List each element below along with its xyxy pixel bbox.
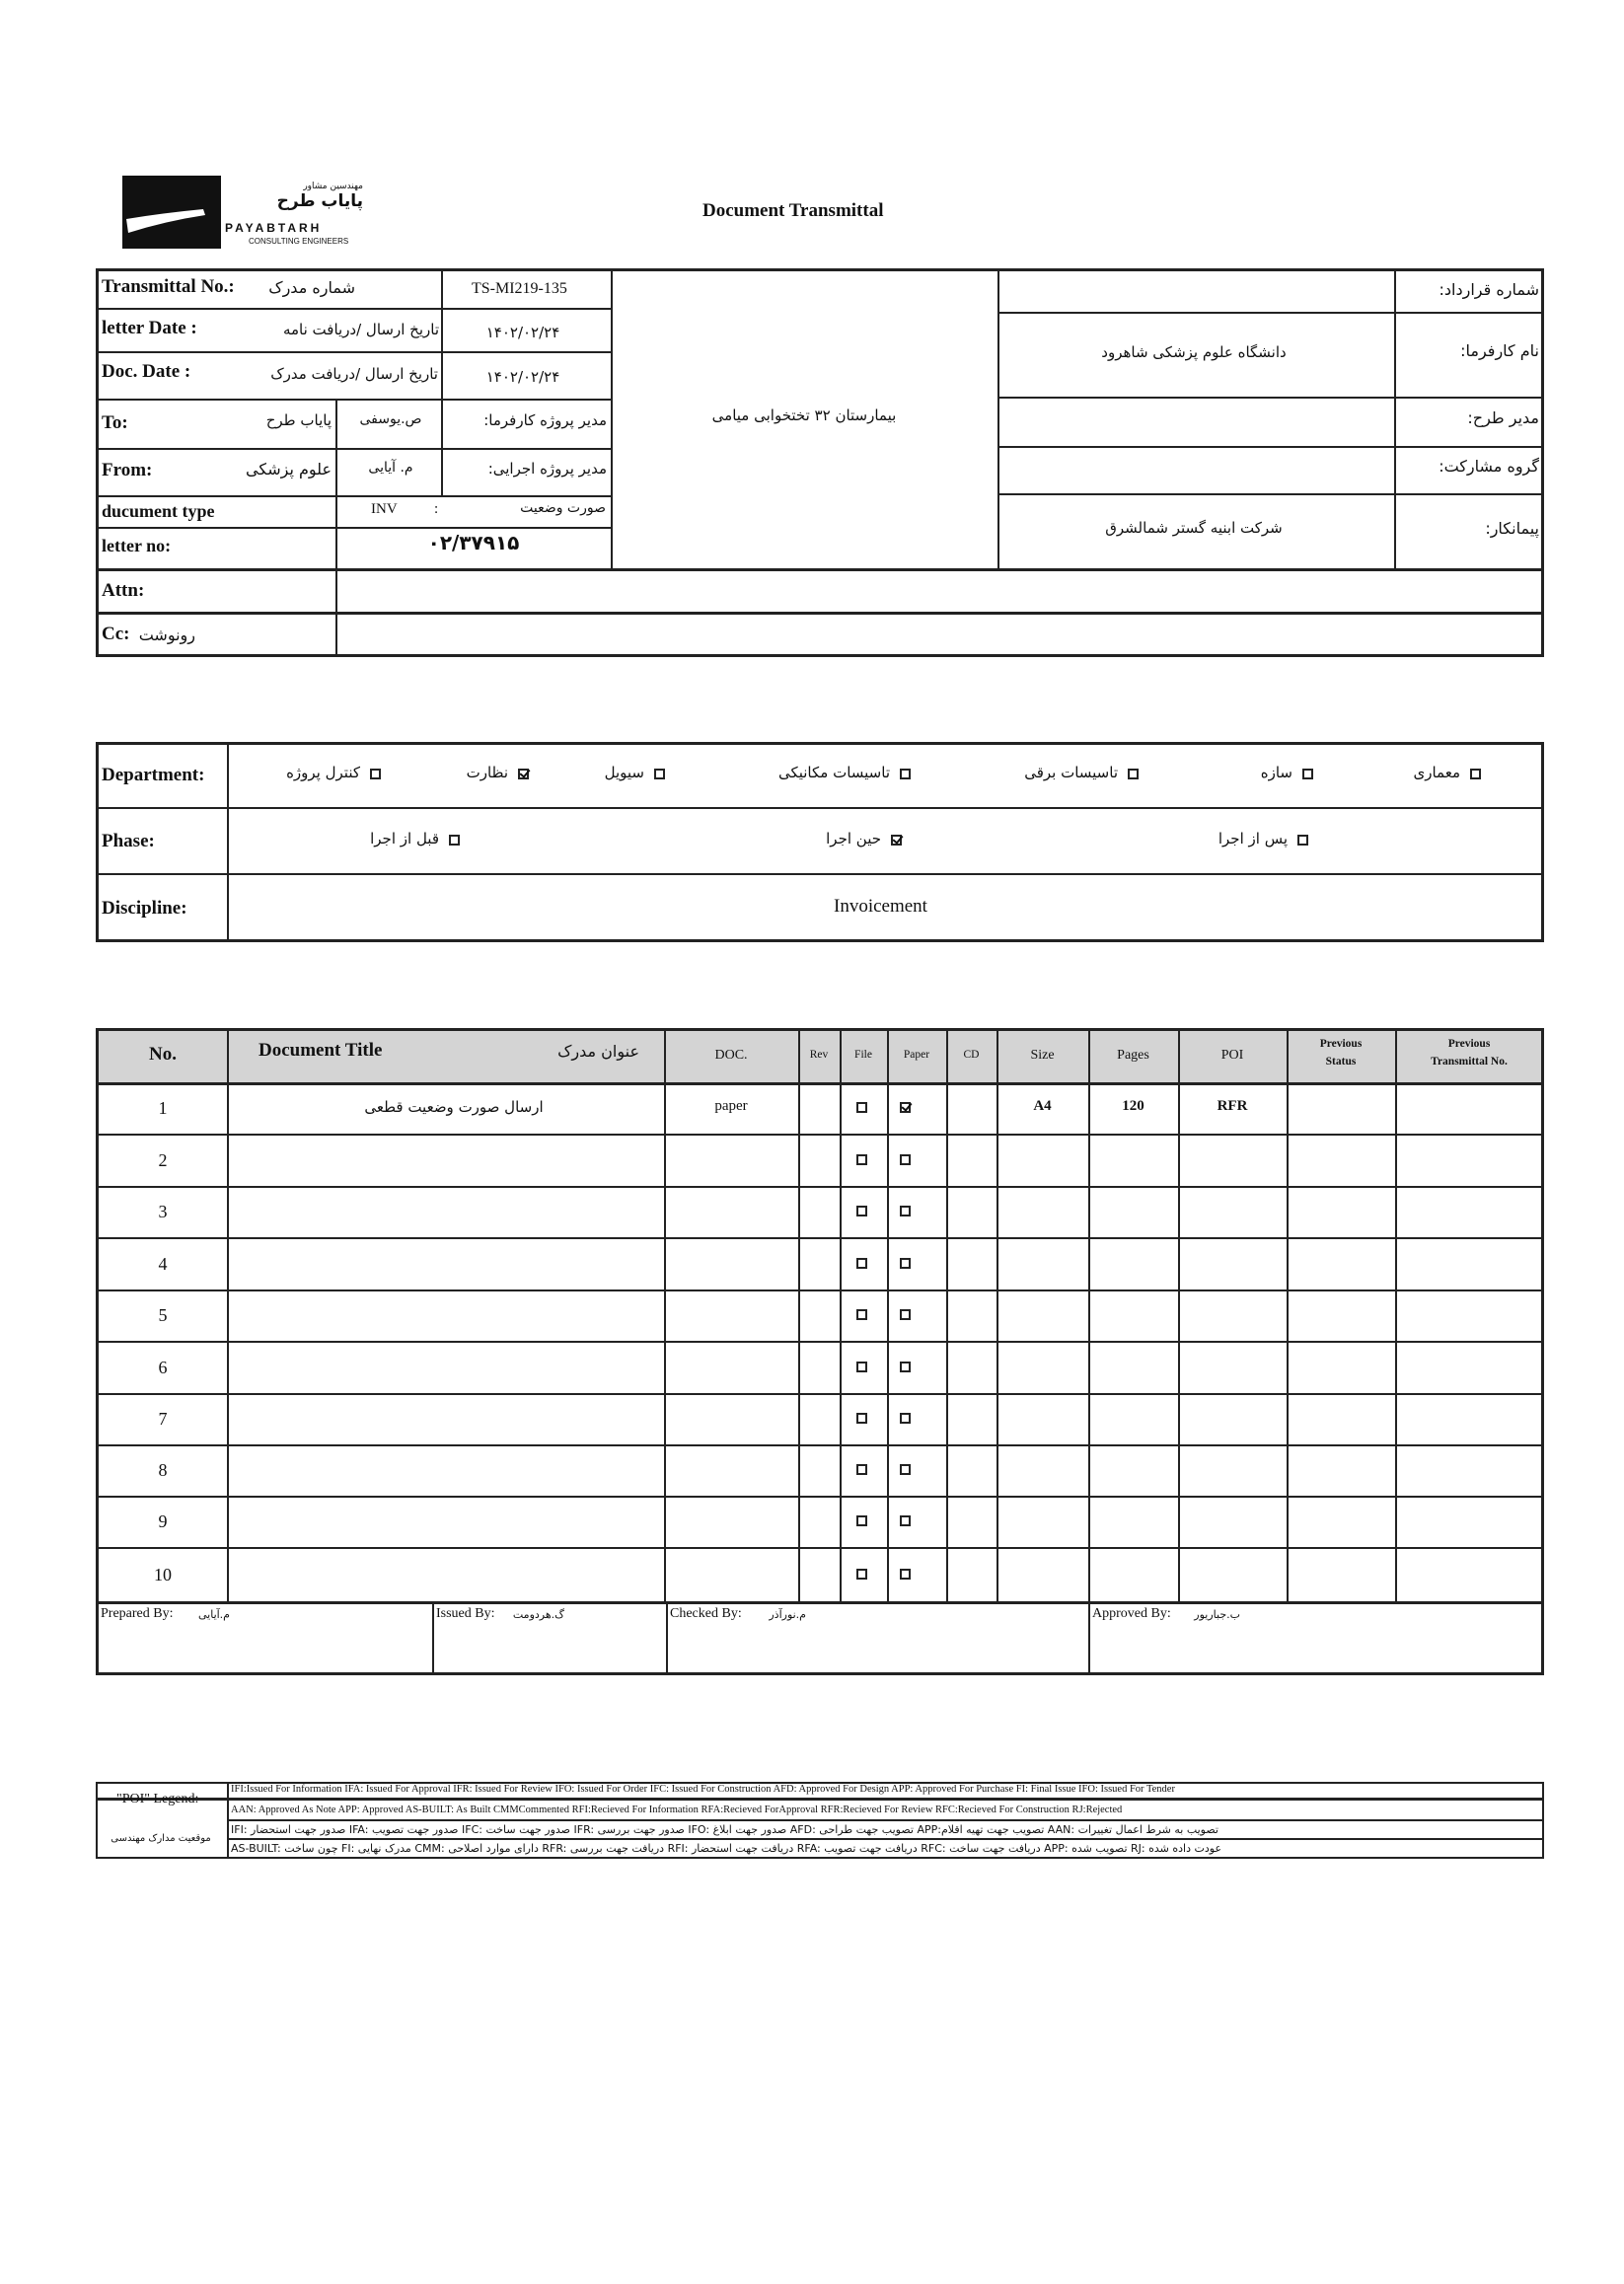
paper-checkbox[interactable] <box>900 1362 911 1372</box>
phase-option-label: پس از اجرا <box>1218 830 1288 847</box>
row-number: 3 <box>158 1202 168 1221</box>
row-title: ارسال صورت وضعیت قطعی <box>364 1098 544 1116</box>
col-paper-header: Paper <box>903 1049 930 1061</box>
page-title: Document Transmittal <box>702 200 884 221</box>
doc-type-value: صورت وضعیت <box>520 500 606 516</box>
transmittal-no-label: Transmittal No.: <box>102 276 235 297</box>
row-number: 4 <box>158 1253 168 1274</box>
row-poi: RFR <box>1217 1098 1248 1114</box>
row-number: 10 <box>154 1565 172 1584</box>
paper-checkbox[interactable] <box>900 1258 911 1269</box>
department-option-label: سازه <box>1260 764 1292 781</box>
department-checkbox[interactable] <box>370 769 381 779</box>
paper-checkbox[interactable] <box>900 1154 911 1165</box>
col-title-header-en: Document Title <box>258 1040 383 1061</box>
to-label: To: <box>102 412 128 433</box>
logo-sub-en: CONSULTING ENGINEERS <box>249 237 349 246</box>
col-prev-trans-header-1: Previous <box>1447 1038 1491 1050</box>
file-checkbox[interactable] <box>856 1464 867 1475</box>
cc-label-fa: رونوشت <box>138 626 195 644</box>
department-checkbox[interactable] <box>654 769 665 779</box>
file-checkbox[interactable] <box>856 1154 867 1165</box>
status-legend-label: موقعیت مدارک مهندسی <box>111 1833 211 1844</box>
department-checkbox[interactable] <box>900 769 911 779</box>
letter-no-value: ۰۲/۳۷۹۱۵ <box>427 531 520 554</box>
pm-exec-label: مدیر پروژه اجرایی: <box>487 460 607 478</box>
row-size: A4 <box>1033 1098 1052 1114</box>
col-pages-header: Pages <box>1117 1048 1149 1063</box>
logo-company-en: PAYABTARH <box>225 221 323 235</box>
signature-box <box>96 1602 1544 1675</box>
legend-line-2: AAN: Approved As Note APP: Approved AS-BUILT: As Built CMMCommented RFI:Recieved For Information RFA:Recieved ForApproval RFR:Recieved For Review RFC:Recieved For Construction RJ:Rejected <box>231 1805 1123 1815</box>
doc-date-value: ۱۴۰۲/۰۲/۲۴ <box>485 368 560 386</box>
pm-exec-value: م. آیایی <box>368 460 413 476</box>
row-number: 6 <box>158 1357 168 1377</box>
logo-swoosh-icon <box>122 176 221 249</box>
col-cd-header: CD <box>963 1049 980 1061</box>
phase-checkbox[interactable] <box>449 835 460 846</box>
letter-no-label: letter no: <box>102 536 172 555</box>
letter-date-label-fa: تاریخ ارسال /دریافت نامه <box>282 321 439 338</box>
col-prev-trans-header-2: Transmittal No. <box>1431 1056 1508 1068</box>
prepared-by-label: Prepared By: <box>101 1606 174 1621</box>
partnership-label: گروه مشارکت: <box>1439 457 1539 476</box>
row-number: 7 <box>158 1409 168 1429</box>
department-option-label: تاسیسات مکانیکی <box>777 764 890 781</box>
to-value: پایاب طرح <box>265 411 332 429</box>
approved-by-label: Approved By: <box>1092 1606 1171 1621</box>
logo-tagline: مهندسین مشاور <box>303 182 363 191</box>
col-prev-status-header-1: Previous <box>1319 1038 1363 1050</box>
file-checkbox[interactable] <box>856 1206 867 1216</box>
phase-option-label: قبل از اجرا <box>370 830 439 847</box>
project-name: بیمارستان ۳۲ تختخوابی میامی <box>711 406 897 424</box>
row-pages: 120 <box>1122 1098 1144 1114</box>
discipline-label: Discipline: <box>102 898 187 919</box>
col-rev-header: Rev <box>809 1049 829 1061</box>
doc-date-label: Doc. Date : <box>102 361 191 382</box>
transmittal-no-label-fa: شماره مدرک <box>268 278 355 297</box>
table-row <box>96 1186 1544 1237</box>
contractor-label: پیمانکار: <box>1485 519 1539 538</box>
poi-legend-label: "POI" Legend: <box>116 1792 199 1806</box>
col-title-header-fa: عنوان مدرک <box>557 1042 639 1061</box>
letter-date-value: ۱۴۰۲/۰۲/۲۴ <box>485 324 560 341</box>
table-row <box>96 1547 1544 1602</box>
col-prev-status-header-2: Status <box>1325 1056 1357 1068</box>
table-row <box>96 1393 1544 1444</box>
paper-checkbox[interactable] <box>900 1413 911 1424</box>
paper-checkbox[interactable] <box>900 1515 911 1526</box>
file-checkbox[interactable] <box>856 1515 867 1526</box>
table-row <box>96 1289 1544 1341</box>
file-checkbox[interactable] <box>856 1362 867 1372</box>
table-row <box>96 1134 1544 1186</box>
file-checkbox[interactable] <box>856 1413 867 1424</box>
file-checkbox[interactable] <box>856 1569 867 1580</box>
from-label: From: <box>102 460 153 480</box>
department-option-label: تاسیسات برقی <box>1024 764 1118 781</box>
issued-by-value: گ.هردومت <box>512 1608 564 1621</box>
col-file-header: File <box>854 1049 872 1061</box>
paper-checkbox[interactable] <box>900 1309 911 1320</box>
department-checkbox[interactable] <box>1470 769 1481 779</box>
department-option-label: سیویل <box>604 764 644 781</box>
company-logo <box>122 176 369 253</box>
logo-mark <box>122 176 221 249</box>
discipline-value: Invoicement <box>834 896 927 917</box>
department-option-label: معماری <box>1413 764 1460 781</box>
col-size-header: Size <box>1030 1048 1055 1063</box>
doc-type-sep: : <box>434 501 439 517</box>
department-label: Department: <box>102 765 205 785</box>
row-number: 1 <box>158 1098 168 1118</box>
file-checkbox[interactable] <box>856 1258 867 1269</box>
paper-checkbox[interactable] <box>900 1206 911 1216</box>
col-doc-header: DOC. <box>714 1048 748 1063</box>
table-row <box>96 1082 1544 1134</box>
pm-employer-value: ص.یوسفی <box>359 411 422 427</box>
department-option-label: کنترل پروژه <box>286 764 360 781</box>
table-row <box>96 1444 1544 1496</box>
col-no-header: No. <box>149 1044 177 1065</box>
col-poi-header: POI <box>1220 1048 1244 1063</box>
issued-by-label: Issued By: <box>436 1606 495 1621</box>
doc-date-label-fa: تاریخ ارسال /دریافت مدرک <box>270 365 438 383</box>
department-checkbox[interactable] <box>518 769 529 779</box>
paper-checkbox[interactable] <box>900 1464 911 1475</box>
phase-label: Phase: <box>102 831 155 851</box>
logo-company-fa: پایاب طرح <box>276 191 363 211</box>
file-checkbox[interactable] <box>856 1309 867 1320</box>
table-row <box>96 1237 1544 1289</box>
table-row <box>96 1496 1544 1547</box>
paper-checkbox[interactable] <box>900 1102 911 1113</box>
doc-type-code: INV <box>371 501 398 517</box>
pm-employer-label: مدیر پروژه کارفرما: <box>483 411 607 429</box>
table-row <box>96 1341 1544 1393</box>
department-checkbox[interactable] <box>1302 769 1313 779</box>
row-number: 9 <box>158 1511 168 1531</box>
department-checkbox[interactable] <box>1128 769 1139 779</box>
paper-checkbox[interactable] <box>900 1569 911 1580</box>
row-doc: paper <box>714 1098 748 1114</box>
letter-date-label: letter Date : <box>102 318 197 338</box>
row-number: 5 <box>158 1305 168 1325</box>
contractor-value: شرکت ابنیه گستر شمالشرق <box>1105 519 1283 537</box>
cc-label: Cc: <box>102 624 130 644</box>
file-checkbox[interactable] <box>856 1102 867 1113</box>
department-option-label: نظارت <box>466 764 508 781</box>
employer-label: نام کارفرما: <box>1460 341 1539 360</box>
prepared-by-value: م.آیایی <box>197 1608 230 1621</box>
phase-checkbox[interactable] <box>891 835 902 846</box>
row-number: 2 <box>158 1149 168 1170</box>
transmittal-no-value: TS-MI219-135 <box>472 280 567 297</box>
approved-by-value: ب.جباریور <box>1194 1608 1240 1621</box>
legend-line-1: IFI:Issued For Information IFA: Issued For Approval IFR: Issued For Review IFO: Issued For Order IFC: Issued For Construction AFD: Approved For Design APP: Approved For Purchase FI: Final Issue IFO: Issued For Tender <box>231 1784 1175 1795</box>
phase-option-label: حین اجرا <box>826 830 881 847</box>
from-value: علوم پزشکی <box>246 460 332 479</box>
contract-no-label: شماره قرارداد: <box>1439 280 1539 299</box>
design-manager-label: مدیر طرح: <box>1467 408 1539 427</box>
legend-line-4: AS-BUILT: چون ساخت FI: مدرک نهایی CMM: دارای موارد اصلاحی RFR: دریافت جهت بررسی RFI: دریافت جهت استحضار RFA: دریافت جهت تصویب RFC: دریافت جهت ساخت APP: تصویب شده RJ: عودت داده شده <box>231 1842 1222 1855</box>
employer-value: دانشگاه علوم پزشکی شاهرود <box>1101 343 1287 361</box>
phase-checkbox[interactable] <box>1297 835 1308 846</box>
row-number: 8 <box>158 1460 168 1480</box>
legend-line-3: IFI: صدور جهت استحضار IFA: صدور جهت تصویب IFC: صدور جهت ساخت IFR: صدور جهت بررسی IFO: صدور جهت ابلاغ AFD: تصویب جهت طراحی APP:تصویب جهت تهیه اقلام AAN: تصویب به شرط اعمال تغییرات <box>231 1823 1218 1836</box>
attn-label: Attn: <box>102 580 145 601</box>
checked-by-value: م.نورآذر <box>769 1608 806 1621</box>
checked-by-label: Checked By: <box>670 1606 742 1621</box>
doc-type-label: ducument type <box>102 501 215 521</box>
